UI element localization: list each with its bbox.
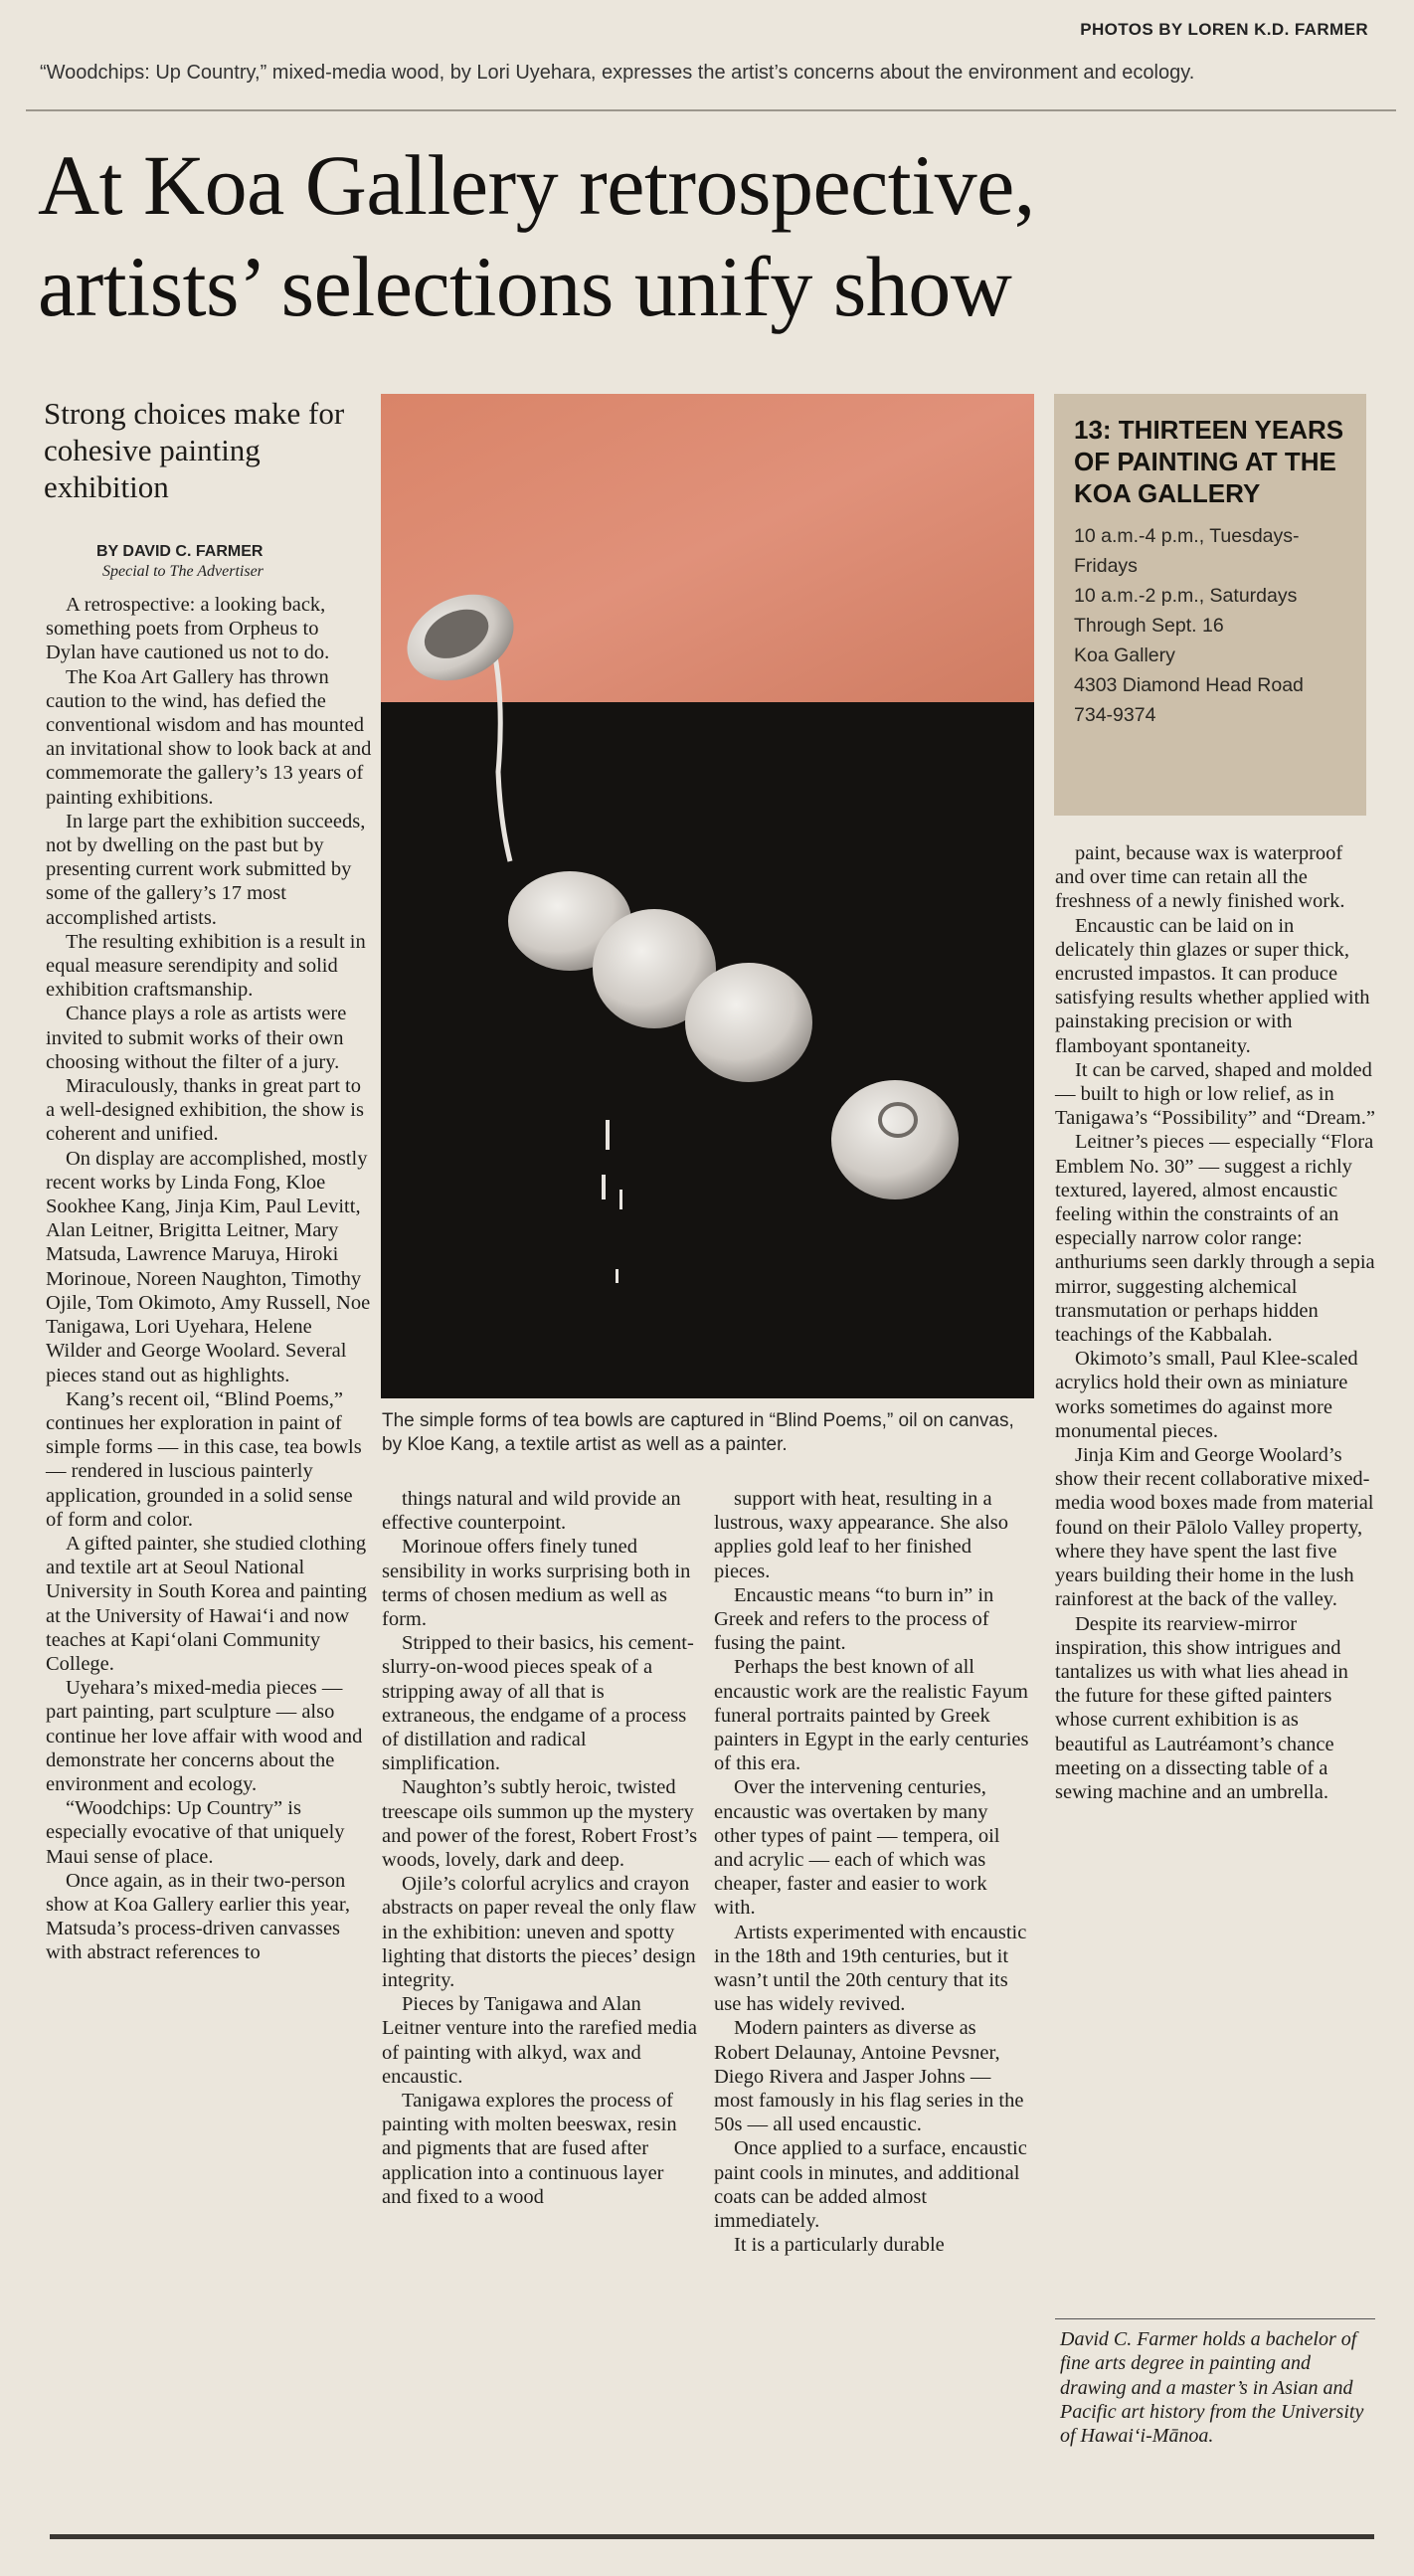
bio-divider	[1055, 2318, 1375, 2319]
artwork-caption: The simple forms of tea bowls are captured in “Blind Poems,” oil on canvas, by Kloe Kang, a textile artist as well as a painter.	[382, 1410, 1014, 1455]
info-dates: Through Sept. 16	[1074, 615, 1224, 637]
paragraph: “Woodchips: Up Country” is especially evocative of that uniquely Maui sense of place.	[46, 1797, 345, 1868]
info-hours-saturday: 10 a.m.-2 p.m., Saturdays	[1074, 585, 1298, 607]
paragraph: things natural and wild provide an effective counterpoint.	[382, 1488, 681, 1535]
top-photo-caption: “Woodchips: Up Country,” mixed-media wood, by Lori Uyehara, expresses the artist’s concerns about the environment and ecology.	[40, 62, 1195, 84]
paragraph: Stripped to their basics, his cement-slurry-on-wood pieces speak of a stripping away of all that is extraneous, the endgame of a process of distillation and radical simplification.	[382, 1632, 694, 1775]
exhibition-info-box	[1054, 394, 1366, 816]
article-column-1	[46, 593, 372, 1965]
author-bio: David C. Farmer holds a bachelor of fine arts degree in painting and drawing and a master’s in Asian and Pacific art history from the University of Hawai‘i-Mānoa.	[1060, 2328, 1364, 2448]
byline: BY DAVID C. FARMER	[96, 543, 264, 560]
headline	[38, 134, 1410, 337]
paragraph: It is a particularly durable	[734, 2234, 945, 2257]
paragraph: Perhaps the best known of all encaustic work are the realistic Fayum funeral portraits painted by Greek painters in Egypt in the early centuries of this era.	[714, 1656, 1029, 1775]
tea-bowl-5	[831, 1080, 959, 1199]
paragraph: Over the intervening centuries, encaustic was overtaken by many other types of paint — tempera, oil and acrylic — each of which was cheaper, faster and easier to work with.	[714, 1776, 1000, 1920]
paragraph: Naughton’s subtly heroic, twisted treescape oils summon up the mystery and power of the forest, Robert Frost’s woods, lovely, dark and deep.	[382, 1776, 698, 1872]
headline-line-2: artists’ selections unify show	[38, 239, 1012, 334]
paragraph: Jinja Kim and George Woolard’s show their recent collaborative mixed-media wood boxes made from material found on their Pālolo Valley property, where they have spent the last five years building their home in the lush rainforest at the back of the valley.	[1055, 1444, 1374, 1611]
subhead: Strong choices make for cohesive painting exhibition	[44, 396, 345, 504]
paragraph: A gifted painter, she studied clothing and textile art at Seoul National University in South Korea and painting at the University of Hawai‘i and now teaches at Kapi‘olani Community College.	[46, 1532, 367, 1675]
paragraph: Once applied to a surface, encaustic paint cools in minutes, and additional coats can be added almost immediately.	[714, 2137, 1027, 2233]
paragraph: Encaustic means “to burn in” in Greek and refers to the process of fusing the paint.	[714, 1583, 994, 1655]
paragraph: Morinoue offers finely tuned sensibility in works surprising both in terms of chosen medium as well as form.	[382, 1536, 691, 1631]
drip-mark	[602, 1175, 606, 1199]
paragraph: The resulting exhibition is a result in equal measure serendipity and solid exhibition craftsmanship.	[46, 930, 366, 1002]
drip-mark	[619, 1190, 622, 1209]
paragraph: It can be carved, shaped and molded — built to high or low relief, as in Tanigawa’s “Possibility” and “Dream.”	[1055, 1058, 1375, 1130]
paragraph: Modern painters as diverse as Robert Delaunay, Antoine Pevsner, Diego Rivera and Jasper Johns — most famously in his flag series in the 50s — all used encaustic.	[714, 2017, 1024, 2136]
byline-note: Special to The Advertiser	[102, 563, 264, 580]
paragraph: Once again, as in their two-person show at Koa Gallery earlier this year, Matsuda’s process-driven canvasses with abstract references to	[46, 1869, 350, 1964]
article-column-2	[382, 1487, 698, 2209]
tea-bowl-4	[685, 963, 812, 1082]
headline-line-1: At Koa Gallery retrospective,	[38, 137, 1035, 233]
paragraph: Leitner’s pieces — especially “Flora Emblem No. 30” — suggest a richly textured, layered, almost encaustic feeling within the constraints of an especially narrow color range: anthuriums seen darkly through a sepia mirror, suggesting alchemical transmutation or perhaps hidden teachings of the Kabbalah.	[1055, 1131, 1375, 1347]
paragraph: On display are accomplished, mostly recent works by Linda Fong, Kloe Sookhee Kang, Jinja Kim, Paul Levitt, Alan Leitner, Brigitta Leitner, Mary Matsuda, Lawrence Maruya, Hiroki Morinoue, Noreen Naughton, Timothy Ojile, Tom Okimoto, Amy Russell, Noe Tanigawa, Lori Uyehara, Helene Wilder and George Woolard. Several pieces stand out as highlights.	[46, 1147, 371, 1386]
paragraph: Kang’s recent oil, “Blind Poems,” continues her exploration in paint of simple forms — in this case, tea bowls — rendered in luscious painterly application, grounded in a solid sense of form and color.	[46, 1387, 362, 1531]
drip-mark	[616, 1269, 619, 1283]
info-box-title: 13: THIRTEEN YEARS OF PAINTING AT THE KOA GALLERY	[1074, 415, 1344, 508]
page-bottom-rule	[50, 2534, 1374, 2539]
top-divider	[26, 109, 1396, 111]
paragraph: Miraculously, thanks in great part to a well-designed exhibition, the show is coherent and unified.	[46, 1075, 364, 1146]
article-column-4	[1055, 841, 1375, 1804]
info-phone: 734-9374	[1074, 704, 1156, 726]
paragraph: The Koa Art Gallery has thrown caution to the wind, has defied the conventional wisdom and has mounted an invitational show to look back at and commemorate the gallery’s 13 years of painting exhibitions.	[46, 665, 372, 809]
drip-mark	[606, 1120, 610, 1150]
paragraph: Okimoto’s small, Paul Klee-scaled acrylics hold their own as miniature works sometimes do against more monumental pieces.	[1055, 1348, 1358, 1442]
paragraph: paint, because wax is waterproof and over time can retain all the freshness of a newly finished work.	[1055, 842, 1345, 913]
photo-credit: PHOTOS BY LOREN K.D. FARMER	[1080, 20, 1368, 39]
paragraph: Chance plays a role as artists were invited to submit works of their own choosing without the filter of a jury.	[46, 1003, 347, 1073]
artwork-photo	[381, 394, 1034, 1398]
paragraph: Tanigawa explores the process of painting with molten beeswax, resin and pigments that are fused after application into a continuous layer and fixed to a wood	[382, 2090, 677, 2208]
tea-bowl-painting	[381, 394, 1034, 1398]
info-hours-weekdays: 10 a.m.-4 p.m., Tuesdays-Fridays	[1074, 525, 1300, 577]
paragraph: In large part the exhibition succeeds, not by dwelling on the past but by presenting current work submitted by some of the gallery’s 17 most accomplished artists.	[46, 810, 366, 929]
info-venue: Koa Gallery	[1074, 644, 1175, 666]
paragraph: support with heat, resulting in a lustrous, waxy appearance. She also applies gold leaf to her finished pieces.	[714, 1488, 1009, 1582]
paragraph: Uyehara’s mixed-media pieces — part painting, part sculpture — also continue her love affair with wood and demonstrate her concerns about the environment and ecology.	[46, 1677, 363, 1795]
paragraph: Encaustic can be laid on in delicately thin glazes or super thick, encrusted impastos. It can produce satisfying results whether applied with painstaking precision or with flamboyant spontaneity.	[1055, 914, 1370, 1057]
info-address: 4303 Diamond Head Road	[1074, 674, 1304, 696]
paragraph: Artists experimented with encaustic in the 18th and 19th centuries, but it wasn’t until the 20th century that its use has widely revived.	[714, 1921, 1027, 2016]
paragraph: Despite its rearview-mirror inspiration, this show intrigues and tantalizes us with what lies ahead in the future for these gifted painters whose current exhibition is as beautiful as Lautréamont’s chance meeting on a dissecting table of a sewing machine and an umbrella.	[1055, 1612, 1348, 1803]
paragraph: Ojile’s colorful acrylics and crayon abstracts on paper reveal the only flaw in the exhibition: uneven and spotty lighting that distorts the pieces’ design integrity.	[382, 1873, 697, 1992]
paragraph: Pieces by Tanigawa and Alan Leitner venture into the rarefied media of painting with alkyd, wax and encaustic.	[382, 1993, 698, 2088]
article-column-3	[714, 1487, 1030, 2258]
paragraph: A retrospective: a looking back, something poets from Orpheus to Dylan have cautioned us not to do.	[46, 594, 330, 664]
